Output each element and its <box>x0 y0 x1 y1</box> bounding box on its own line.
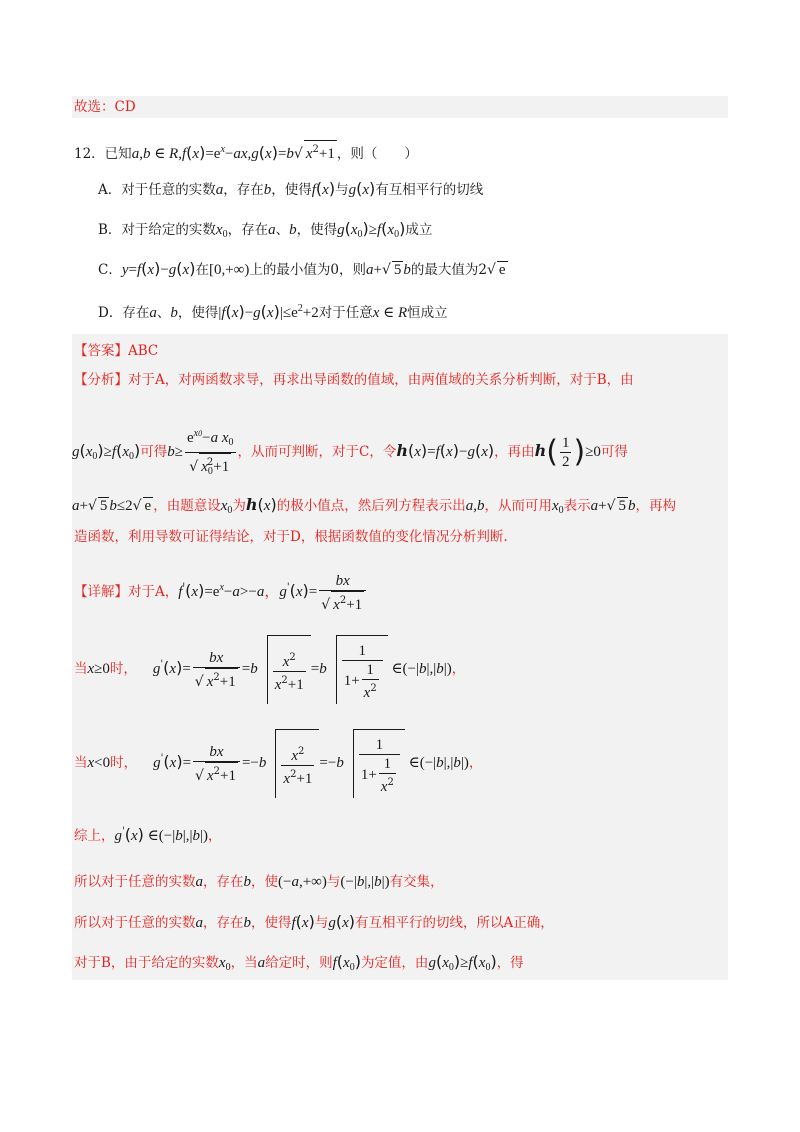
analysis-row-4: 造函数，利用导数可证得结论，对于D，根据函数值的变化情况分析判断. <box>74 529 508 545</box>
option-a: A．对于任意的实数a，存在b，使得f(x)与g(x)有互相平行的切线 <box>98 179 484 198</box>
detail-row-parallel: 所以对于任意的实数a，存在b，使得f(x)与g(x)有互相平行的切线，所以A正确， <box>74 912 554 931</box>
answer-row: 【答案】ABC <box>74 343 159 359</box>
analysis-row-1: 【分析】对于A，对两函数求导，再求出导函数的值域，由两值域的关系分析判断，对于B，由 <box>74 372 634 388</box>
analysis-row-2: $g(x_0)\ge f(x_0)$可得b≥ $\frac{e^{x0}-a x_0}{√ x_0^2+1}$ ，从而可判断，对于C，令h(x)=f(x)−g(x)，再由h( $\frac{1}{2}$ )≥0可得 <box>72 424 628 484</box>
answer-band <box>72 96 728 118</box>
option-b: B．对于给定的实数$x_0$，存在a、b，使得$g(x_0)\ge f(x_0)$成立 <box>98 219 433 240</box>
option-c: C．y=f(x)−g(x)在[0,+∞)上的最小值为0，则a+√ 5 b的最大值为2√ e <box>98 259 506 278</box>
detail-row-option-b: 对于B，由于给定的实数$x_0$，当a给定时，则$f(x_0)$为定值，由$g(x_0)\ge f(x_0)$，得 <box>74 952 524 973</box>
analysis-row-3: a+√ 5 b≤2√ e ，由题意设$x_0$为h(x)的极小值点，然后列方程表示出a,b，从而可用$x_0$表示a+√ 5 b，再构 <box>72 495 677 516</box>
detail-row-1: 【详解】对于A，$f'(x)=e^x-a>-a$，g'(x)= $\frac{bx}{√ x^2+1}$ <box>74 568 368 614</box>
detail-summary: 综上，g'(x) ∈(−|b|,|b|)， <box>74 825 222 844</box>
question-stem: 12．已知a,b ∈ $R,f(x)=e^x-ax,g(x)=b√$ $x^2+1$ ，则（ ） <box>74 140 418 163</box>
detail-row-intersection: 所以对于任意的实数a，存在b，使(−a,+∞)与(−|b|,|b|)有交集， <box>74 874 444 890</box>
previous-answer: 故选：CD <box>74 99 136 115</box>
detail-case-positive: 当x≥0时， g'(x)= $\frac{bx}{√ x^2+1}$ =b $\frac{x^2}{x^2+1}$ =b 1 1+ $\frac{1}{x^2}$ ∈(−|b|,|b|)， <box>74 632 465 704</box>
detail-case-negative: 当x<0时， g'(x)= $\frac{bx}{√ x^2+1}$ =−b $\frac{x^2}{x^2+1}$ =−b 1 1+ $\frac{1}{x^2}$ ∈(−|b|,|b|)， <box>74 726 482 798</box>
option-d: D．存在a、b，使得$|f(x)-g(x)|\le e^2+2$对于任意x ∈ R恒成立 <box>98 302 448 321</box>
